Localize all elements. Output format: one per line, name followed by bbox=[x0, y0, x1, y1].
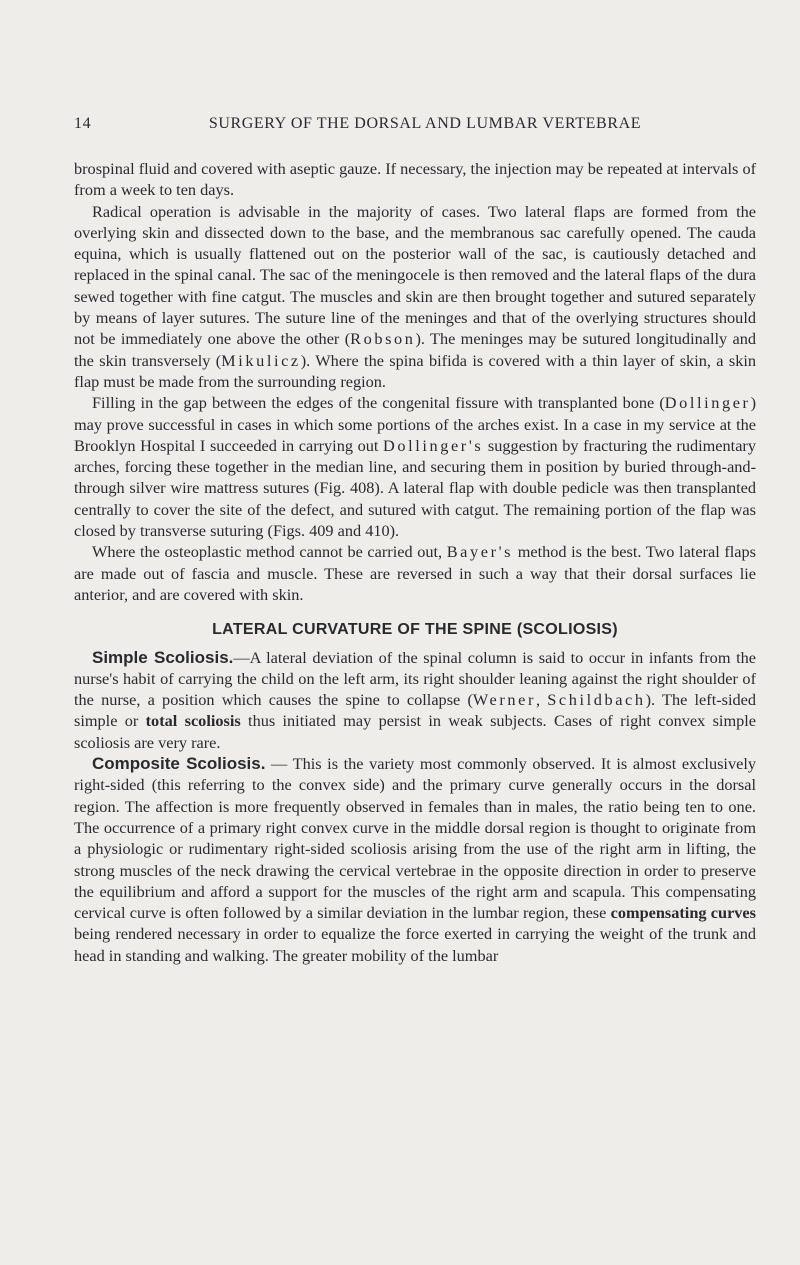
author-name: Dollinger bbox=[664, 393, 751, 413]
author-name: Schildbach bbox=[547, 690, 646, 710]
author-name: Werner bbox=[472, 690, 536, 710]
paragraph-5: Simple Scoliosis.—A lateral deviation of the spinal column is said to occur in infants from the nurse's habit of carrying the child on the left arm, its right shoulder leaning against the right shoulder of the nurse, a position which causes the spine to collapse (Werner, Schildbach). The left-sided simple or total scoliosis thus initiated may persist in weak subjects. Cases of right convex simple scoliosis are very rare. bbox=[74, 647, 757, 752]
paragraph-4: Where the osteoplastic method cannot be carried out, Bayer's method is the best. Two lateral flaps are made out of fascia and muscle. These are reversed in such a way that their dorsal surfaces lie anterior, and are covered with skin. bbox=[74, 542, 756, 604]
paragraph-3: Filling in the gap between the edges of the congenital fissure with transplanted bone (Dollinger) may prove successful in cases in which some portions of the arches exist. In a case in my service at the Brooklyn Hospital I succeeded in carrying out Dollinger's suggestion by fracturing the rudimentary arches, forcing these together in the median line, and securing them in position by buried through-and-through silver wire mattress sutures (Fig. 408). A lateral flap with double pedicle was then transplanted centrally to cover the site of the defect, and sutured with catgut. The remaining portion of the flap was closed by transverse suturing (Figs. 409 and 410). bbox=[74, 393, 756, 541]
paragraph-1: brospinal fluid and covered with aseptic gauze. If necessary, the injection may be repeated at intervals of from a week to ten days. bbox=[74, 159, 756, 200]
paragraph-2: Radical operation is advisable in the majority of cases. Two lateral flaps are formed from the overlying skin and dissected down to the base, and the membranous sac carefully opened. The cauda equina, which is usually flattened out on the posterior wall of the sac, is cautiously detached and replaced in the spinal canal. The sac of the meningocele is then removed and the lateral flaps of the dura sewed together with fine catgut. The muscles and skin are then brought together and sutured separately by means of layer sutures. The suture line of the meninges and that of the overlying structures should not be immediately one above the other (Robson). The meninges may be sutured longitudinally and the skin transversely (Mikulicz). Where the spina bifida is covered with a thin layer of skin, a skin flap must be made from the surrounding region. bbox=[74, 201, 756, 391]
author-name: Mikulicz bbox=[221, 350, 301, 370]
bold-term: compensating curves bbox=[610, 903, 756, 923]
subheading: Composite Scoliosis. bbox=[92, 754, 266, 774]
author-name: Dollinger's bbox=[383, 435, 484, 455]
running-head: SURGERY OF THE DORSAL AND LUMBAR VERTEBRAE bbox=[208, 115, 642, 132]
subheading: Simple Scoliosis. bbox=[92, 647, 234, 667]
author-name: Robson bbox=[350, 329, 416, 349]
bold-term: total scoliosis bbox=[145, 711, 241, 731]
author-name: Bayer's bbox=[446, 542, 514, 562]
page-number: 14 bbox=[74, 115, 92, 132]
body-text bbox=[74, 158, 756, 966]
section-heading: LATERAL CURVATURE OF THE SPINE (SCOLIOSIS) bbox=[212, 621, 618, 639]
page-header bbox=[74, 115, 756, 133]
paragraph-6: Composite Scoliosis. — This is the variety most commonly observed. It is almost exclusively right-sided (this referring to the convex side) and the primary curve generally occurs in the dorsal region. The affection is more frequently observed in females than in males, the ratio being ten to one. The occurrence of a primary right convex curve in the middle dorsal region is thought to originate from a physiologic or rudimentary right-sided scoliosis arising from the use of the right arm in lifting, the strong muscles of the neck drawing the cervical vertebrae in the opposite direction in order to preserve the equilibrium and afford a support for the muscles of the right arm and scapula. This compensating cervical curve is often followed by a similar deviation in the lumbar region, these compensating curves being rendered necessary in order to equalize the force exerted in carrying the weight of the trunk and head in standing and walking. The greater mobility of the lumbar bbox=[74, 754, 756, 965]
